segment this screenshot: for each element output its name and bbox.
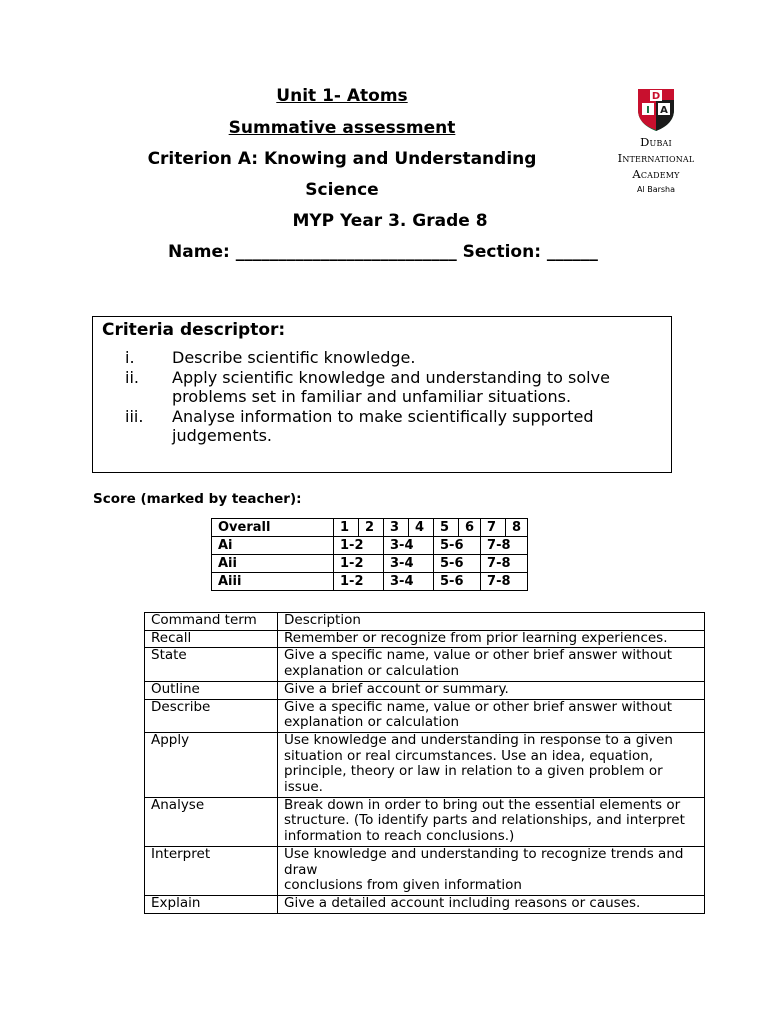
- table-row: [145, 630, 705, 648]
- command-term-cell: Describe: [145, 699, 278, 732]
- table-row: [212, 519, 528, 537]
- table-row: [212, 555, 528, 573]
- score-table: [211, 518, 528, 591]
- table-cell: 3-4: [384, 537, 434, 555]
- logo-line-1: Dubai: [640, 135, 672, 149]
- criteria-descriptor-box: [92, 316, 672, 473]
- table-cell: Ai: [212, 537, 334, 555]
- table-row: [145, 732, 705, 797]
- subject-title: Science: [305, 180, 379, 200]
- criteria-item-text: Apply scientific knowledge and understanding to solve problems set in familiar and unfamiliar situations.: [172, 367, 610, 406]
- table-cell: 5-6: [434, 537, 481, 555]
- criteria-item: [102, 368, 662, 407]
- criteria-item-number: i.: [125, 348, 135, 367]
- criterion-title: Criterion A: Knowing and Understanding: [147, 149, 537, 169]
- table-cell: Overall: [212, 519, 334, 537]
- table-row: [212, 573, 528, 591]
- criteria-item: [102, 407, 662, 446]
- table-cell: 7: [481, 519, 506, 537]
- logo-line-2: International: [617, 151, 695, 165]
- table-cell: 1-2: [334, 573, 384, 591]
- table-cell: 5-6: [434, 573, 481, 591]
- table-header-cell: Description: [278, 613, 705, 631]
- table-header-row: [145, 613, 705, 631]
- table-cell: 5-6: [434, 555, 481, 573]
- criteria-item: [102, 348, 662, 368]
- table-cell: 3: [384, 519, 409, 537]
- table-row: [145, 895, 705, 913]
- description-cell: Break down in order to bring out the essential elements or structure. (To identify parts and relationships, and interpret information to reach conclusions.): [278, 797, 705, 846]
- command-term-table: [144, 612, 705, 914]
- table-cell: 7-8: [481, 537, 528, 555]
- description-cell: Give a specific name, value or other brief answer without explanation or calculation: [278, 699, 705, 732]
- description-cell: Give a specific name, value or other brief answer without explanation or calculation: [278, 648, 705, 681]
- table-row: [212, 537, 528, 555]
- description-cell: Give a brief account or summary.: [278, 681, 705, 699]
- criteria-title: Criteria descriptor:: [102, 320, 286, 340]
- table-header-cell: Command term: [145, 613, 278, 631]
- table-cell: 8: [506, 519, 528, 537]
- command-term-cell: Apply: [145, 732, 278, 797]
- name-section-line: Name: __________________________ Section: ______: [168, 242, 598, 262]
- logo-letter-i: I: [646, 105, 650, 116]
- command-term-cell: Explain: [145, 895, 278, 913]
- criteria-item-text: Analyse information to make scientifically supported judgements.: [172, 406, 594, 445]
- table-cell: 4: [409, 519, 434, 537]
- command-term-cell: State: [145, 648, 278, 681]
- logo-letter-a: A: [660, 105, 668, 116]
- description-cell: Use knowledge and understanding in response to a given situation or real circumstances. Use an idea, equation, principle, theory or law in relation to a given problem or issue.: [278, 732, 705, 797]
- logo-subtitle: Al Barsha: [636, 185, 676, 194]
- table-cell: 3-4: [384, 555, 434, 573]
- unit-title: Unit 1- Atoms: [276, 86, 408, 106]
- command-term-cell: Outline: [145, 681, 278, 699]
- table-cell: 2: [359, 519, 384, 537]
- table-cell: 7-8: [481, 555, 528, 573]
- table-cell: 7-8: [481, 573, 528, 591]
- score-label: Score (marked by teacher):: [93, 491, 302, 507]
- command-term-cell: Interpret: [145, 846, 278, 895]
- logo-letter-d: D: [651, 91, 661, 102]
- assessment-title: Summative assessment: [228, 118, 456, 138]
- table-cell: 3-4: [384, 573, 434, 591]
- table-cell: 5: [434, 519, 459, 537]
- description-cell: Remember or recognize from prior learning experiences.: [278, 630, 705, 648]
- table-row: [145, 797, 705, 846]
- table-cell: Aiii: [212, 573, 334, 591]
- school-logo: [596, 86, 716, 194]
- table-cell: 1-2: [334, 537, 384, 555]
- table-row: [145, 846, 705, 895]
- table-cell: Aii: [212, 555, 334, 573]
- table-row: [145, 681, 705, 699]
- description-cell: Use knowledge and understanding to recognize trends and draw conclusions from given information: [278, 846, 705, 895]
- criteria-item-text: Describe scientific knowledge.: [172, 348, 416, 367]
- description-cell: Give a detailed account including reasons or causes.: [278, 895, 705, 913]
- criteria-item-number: ii.: [125, 367, 139, 387]
- table-cell: 1-2: [334, 555, 384, 573]
- criteria-item-number: iii.: [125, 406, 144, 426]
- table-row: [145, 648, 705, 681]
- command-term-cell: Analyse: [145, 797, 278, 846]
- table-cell: 1: [334, 519, 359, 537]
- year-title: MYP Year 3. Grade 8: [292, 211, 488, 231]
- logo-line-3: Academy: [632, 167, 680, 181]
- table-cell: 6: [459, 519, 481, 537]
- command-term-cell: Recall: [145, 630, 278, 648]
- shield-icon: [634, 86, 678, 132]
- table-row: [145, 699, 705, 732]
